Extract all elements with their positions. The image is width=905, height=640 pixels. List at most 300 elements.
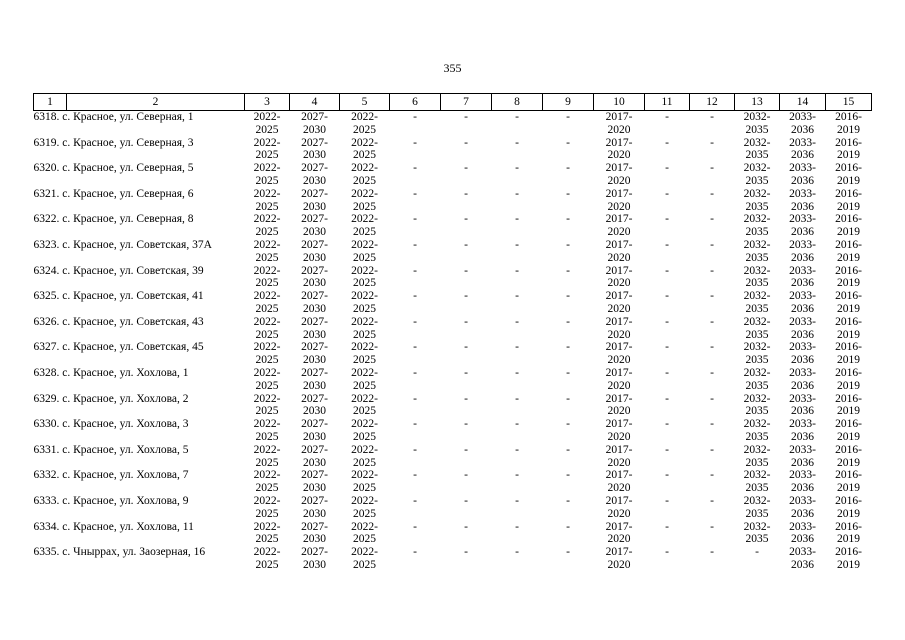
cell-c7 [441, 290, 492, 316]
cell-dash: - [710, 290, 714, 303]
cell-line: 2033- [789, 366, 816, 379]
cell-line: 2020 [607, 200, 631, 213]
table-row [34, 341, 872, 367]
cell-c10 [594, 213, 645, 239]
cell-line: 2017- [605, 494, 633, 507]
cell-dash: - [413, 162, 417, 175]
cell-c9 [543, 444, 594, 470]
cell-line: 2022- [351, 213, 378, 226]
cell-c6 [390, 111, 441, 137]
cell-line: 2032- [743, 341, 771, 354]
cell-c3 [245, 188, 290, 214]
cell-dash: - [413, 213, 417, 226]
row-number: 6320. [33, 162, 60, 175]
cell-c12 [690, 546, 735, 572]
cell-c15 [826, 546, 872, 572]
cell-c6 [390, 418, 441, 444]
cell-c14 [780, 418, 826, 444]
cell-line: 2022- [351, 315, 378, 328]
cell-c3 [245, 162, 290, 188]
cell-line: 2033- [789, 111, 816, 123]
cell-c4 [290, 290, 340, 316]
cell-dash: - [464, 443, 468, 456]
cell-line: 2022- [253, 520, 281, 533]
row-number-address-cell [34, 418, 245, 444]
cell-line: 2035 [745, 379, 769, 392]
cell-c7 [441, 341, 492, 367]
cell-line: 2035 [745, 174, 769, 187]
cell-c12 [690, 137, 735, 163]
cell-c15 [826, 290, 872, 316]
cell-line: 2016- [835, 136, 862, 149]
cell-dash: - [464, 418, 468, 431]
cell-line: 2030 [303, 328, 326, 341]
cell-c15 [826, 418, 872, 444]
cell-line: 2035 [745, 277, 769, 290]
cell-c7 [441, 495, 492, 521]
cell-dash: - [566, 213, 570, 226]
cell-line: 2027- [301, 238, 328, 251]
cell-line: 2036 [791, 558, 814, 571]
cell-line: 2025 [353, 277, 376, 290]
cell-dash: - [665, 290, 669, 303]
cell-line: 2030 [303, 379, 326, 392]
cell-c6 [390, 444, 441, 470]
cell-line: 2025 [255, 277, 279, 290]
cell-dash: - [665, 111, 669, 123]
cell-line: 2019 [837, 430, 860, 443]
cell-c3 [245, 495, 290, 521]
cell-c12 [690, 521, 735, 547]
cell-line: 2019 [837, 251, 860, 264]
cell-line: 2016- [835, 520, 862, 533]
cell-c14 [780, 162, 826, 188]
cell-line: 2025 [255, 174, 279, 187]
cell-line: 2025 [255, 302, 279, 315]
cell-line: 2025 [255, 456, 279, 469]
row-number-address-cell [34, 444, 245, 470]
cell-dash: - [515, 520, 519, 533]
cell-c12 [690, 162, 735, 188]
cell-c11 [645, 137, 690, 163]
cell-c13 [735, 188, 780, 214]
cell-line: 2030 [303, 533, 326, 546]
cell-line: 2036 [791, 456, 814, 469]
cell-c11 [645, 316, 690, 342]
cell-dash: - [566, 520, 570, 533]
cell-c6 [390, 290, 441, 316]
cell-c6 [390, 162, 441, 188]
column-header-3: 3 [245, 94, 290, 111]
cell-line: 2016- [835, 469, 862, 482]
cell-c4 [290, 444, 340, 470]
cell-c13 [735, 546, 780, 572]
cell-c4 [290, 188, 340, 214]
address: с. Красное, ул. Хохлова, 5 [62, 443, 189, 456]
cell-c14 [780, 137, 826, 163]
cell-line: 2033- [789, 213, 816, 226]
cell-line: 2025 [255, 507, 279, 520]
cell-dash: - [665, 392, 669, 405]
cell-c9 [543, 418, 594, 444]
cell-c8 [492, 418, 543, 444]
cell-line: 2027- [301, 443, 328, 456]
cell-dash: - [710, 238, 714, 251]
cell-c13 [735, 444, 780, 470]
cell-c3 [245, 290, 290, 316]
address: с. Красное, ул. Северная, 5 [62, 162, 194, 175]
register-table [33, 93, 872, 572]
row-number: 6323. [33, 238, 60, 251]
cell-c7 [441, 137, 492, 163]
cell-c6 [390, 137, 441, 163]
cell-c4 [290, 213, 340, 239]
cell-dash: - [665, 315, 669, 328]
cell-c13 [735, 469, 780, 495]
cell-line: 2032- [743, 111, 771, 123]
cell-line: 2033- [789, 443, 816, 456]
cell-c4 [290, 418, 340, 444]
row-number-address-cell [34, 316, 245, 342]
cell-line: 2020 [607, 328, 631, 341]
cell-line: 2025 [255, 430, 279, 443]
cell-c4 [290, 393, 340, 419]
cell-line: 2022- [253, 469, 281, 482]
table-row [34, 162, 872, 188]
column-header-6: 6 [390, 94, 441, 111]
cell-line: 2020 [607, 123, 631, 136]
address: с. Красное, ул. Хохлова, 1 [62, 366, 189, 379]
cell-c8 [492, 137, 543, 163]
cell-dash: - [665, 443, 669, 456]
cell-c6 [390, 188, 441, 214]
cell-c12 [690, 469, 735, 495]
cell-c11 [645, 469, 690, 495]
cell-line: 2019 [837, 507, 860, 520]
cell-line: 2020 [607, 430, 631, 443]
cell-c8 [492, 393, 543, 419]
cell-line: 2017- [605, 213, 633, 226]
cell-c6 [390, 239, 441, 265]
cell-line: 2025 [353, 405, 376, 418]
cell-c9 [543, 290, 594, 316]
cell-line: 2017- [605, 111, 633, 123]
cell-c5 [340, 239, 390, 265]
cell-line: 2025 [255, 251, 279, 264]
cell-line: 2027- [301, 315, 328, 328]
cell-c13 [735, 137, 780, 163]
cell-line: 2022- [253, 366, 281, 379]
cell-c11 [645, 111, 690, 137]
cell-line: 2036 [791, 200, 814, 213]
cell-dash: - [710, 392, 714, 405]
cell-line: 2025 [255, 200, 279, 213]
address: с. Красное, ул. Советская, 43 [62, 315, 204, 328]
cell-line: 2027- [301, 494, 328, 507]
cell-c10 [594, 341, 645, 367]
cell-c10 [594, 188, 645, 214]
cell-c6 [390, 265, 441, 291]
cell-c12 [690, 111, 735, 137]
cell-c8 [492, 239, 543, 265]
cell-dash: - [464, 162, 468, 175]
cell-c3 [245, 213, 290, 239]
row-number-address-cell [34, 495, 245, 521]
row-number: 6330. [33, 418, 60, 431]
cell-line: 2033- [789, 238, 816, 251]
row-number: 6331. [33, 443, 60, 456]
column-header-7: 7 [441, 94, 492, 111]
row-number: 6332. [33, 469, 60, 482]
cell-line: 2033- [789, 187, 816, 200]
cell-line: 2035 [745, 226, 769, 239]
cell-line: 2017- [605, 418, 633, 431]
cell-c9 [543, 265, 594, 291]
row-number: 6326. [33, 315, 60, 328]
cell-dash: - [710, 315, 714, 328]
cell-c6 [390, 521, 441, 547]
cell-c10 [594, 316, 645, 342]
cell-line: 2036 [791, 149, 814, 162]
cell-c4 [290, 239, 340, 265]
cell-dash: - [413, 341, 417, 354]
cell-dash: - [566, 315, 570, 328]
cell-c11 [645, 521, 690, 547]
cell-c4 [290, 495, 340, 521]
cell-c9 [543, 521, 594, 547]
cell-dash: - [413, 392, 417, 405]
cell-line: 2019 [837, 277, 860, 290]
column-header-13: 13 [735, 94, 780, 111]
cell-line: 2027- [301, 111, 328, 123]
column-header-11: 11 [645, 94, 690, 111]
cell-c10 [594, 469, 645, 495]
cell-line: 2025 [353, 558, 376, 571]
cell-dash: - [665, 469, 669, 482]
cell-line: 2022- [253, 187, 281, 200]
cell-c11 [645, 188, 690, 214]
cell-line: 2017- [605, 443, 633, 456]
cell-line: 2017- [605, 546, 633, 559]
cell-line: 2025 [255, 482, 279, 495]
cell-dash: - [413, 136, 417, 149]
address: с. Красное, ул. Хохлова, 2 [62, 392, 189, 405]
cell-c3 [245, 418, 290, 444]
cell-c6 [390, 367, 441, 393]
row-number-address-cell [34, 265, 245, 291]
cell-line: 2036 [791, 174, 814, 187]
cell-line: 2025 [255, 226, 279, 239]
cell-c5 [340, 111, 390, 137]
address: с. Красное, ул. Северная, 3 [62, 136, 194, 149]
cell-line: 2019 [837, 482, 860, 495]
cell-dash: - [413, 238, 417, 251]
row-number-address-cell [34, 521, 245, 547]
header-row [34, 94, 872, 111]
table-row [34, 213, 872, 239]
cell-line: 2032- [743, 443, 771, 456]
cell-c11 [645, 444, 690, 470]
cell-line: 2022- [253, 443, 281, 456]
cell-c7 [441, 444, 492, 470]
row-number: 6335. [33, 546, 60, 559]
cell-line: 2020 [607, 251, 631, 264]
cell-dash: - [515, 315, 519, 328]
cell-c15 [826, 341, 872, 367]
cell-line: 2032- [743, 162, 771, 175]
cell-line: 2033- [789, 418, 816, 431]
cell-line: 2025 [353, 200, 376, 213]
address: с. Красное, ул. Хохлова, 9 [62, 494, 189, 507]
cell-dash: - [566, 238, 570, 251]
cell-c8 [492, 495, 543, 521]
column-header-14: 14 [780, 94, 826, 111]
cell-c4 [290, 316, 340, 342]
cell-line: 2025 [255, 558, 279, 571]
cell-line: 2019 [837, 149, 860, 162]
cell-c12 [690, 367, 735, 393]
cell-line: 2033- [789, 162, 816, 175]
cell-c14 [780, 265, 826, 291]
cell-c10 [594, 239, 645, 265]
cell-dash: - [710, 546, 714, 559]
cell-dash: - [515, 494, 519, 507]
row-number: 6328. [33, 366, 60, 379]
cell-c7 [441, 316, 492, 342]
cell-dash: - [515, 213, 519, 226]
cell-line: 2035 [745, 507, 769, 520]
cell-c5 [340, 393, 390, 419]
cell-line: 2016- [835, 341, 862, 354]
cell-line: 2032- [743, 366, 771, 379]
cell-line: 2025 [255, 533, 279, 546]
cell-c6 [390, 316, 441, 342]
cell-line: 2033- [789, 520, 816, 533]
cell-line: 2035 [745, 200, 769, 213]
cell-c5 [340, 290, 390, 316]
cell-dash: - [665, 187, 669, 200]
cell-c5 [340, 367, 390, 393]
cell-line: 2020 [607, 507, 631, 520]
cell-line: 2036 [791, 328, 814, 341]
cell-c3 [245, 265, 290, 291]
cell-c11 [645, 213, 690, 239]
cell-line: 2020 [607, 482, 631, 495]
row-number-address-cell [34, 137, 245, 163]
cell-c8 [492, 290, 543, 316]
cell-line: 2025 [353, 226, 376, 239]
cell-line: 2022- [253, 136, 281, 149]
cell-c12 [690, 239, 735, 265]
cell-c11 [645, 265, 690, 291]
cell-c8 [492, 521, 543, 547]
cell-c10 [594, 162, 645, 188]
cell-c7 [441, 546, 492, 572]
cell-c11 [645, 290, 690, 316]
row-number: 6334. [33, 520, 60, 533]
cell-line: 2016- [835, 366, 862, 379]
cell-line: 2033- [789, 264, 816, 277]
cell-dash: - [464, 290, 468, 303]
cell-line: 2030 [303, 226, 326, 239]
cell-line: 2033- [789, 136, 816, 149]
cell-c15 [826, 162, 872, 188]
cell-c14 [780, 341, 826, 367]
cell-c5 [340, 546, 390, 572]
cell-line: 2022- [253, 494, 281, 507]
cell-dash: - [515, 162, 519, 175]
cell-line: 2022- [351, 162, 378, 175]
cell-line: 2030 [303, 200, 326, 213]
cell-line: 2036 [791, 277, 814, 290]
column-header-9: 9 [543, 94, 594, 111]
cell-dash: - [515, 392, 519, 405]
cell-c8 [492, 111, 543, 137]
cell-dash: - [464, 187, 468, 200]
cell-line: 2020 [607, 226, 631, 239]
cell-line: 2033- [789, 290, 816, 303]
cell-line: 2022- [351, 366, 378, 379]
cell-line: 2016- [835, 290, 862, 303]
cell-line: 2032- [743, 238, 771, 251]
cell-c9 [543, 188, 594, 214]
cell-dash: - [515, 443, 519, 456]
cell-line: 2027- [301, 187, 328, 200]
cell-line: 2020 [607, 174, 631, 187]
cell-c7 [441, 367, 492, 393]
cell-c9 [543, 316, 594, 342]
cell-line: 2036 [791, 226, 814, 239]
cell-line: 2022- [253, 111, 281, 123]
cell-c4 [290, 521, 340, 547]
cell-line: 2025 [255, 379, 279, 392]
cell-line: 2025 [353, 328, 376, 341]
cell-line: 2036 [791, 533, 814, 546]
cell-line: 2017- [605, 290, 633, 303]
cell-c13 [735, 213, 780, 239]
table-row [34, 469, 872, 495]
cell-dash: - [464, 213, 468, 226]
cell-dash: - [665, 341, 669, 354]
table-row [34, 137, 872, 163]
cell-c7 [441, 418, 492, 444]
cell-c13 [735, 393, 780, 419]
cell-line: 2027- [301, 136, 328, 149]
cell-dash: - [710, 213, 714, 226]
cell-c9 [543, 495, 594, 521]
cell-dash: - [464, 111, 468, 123]
cell-c12 [690, 495, 735, 521]
cell-c13 [735, 239, 780, 265]
cell-c6 [390, 393, 441, 419]
cell-dash: - [464, 136, 468, 149]
cell-line: 2019 [837, 354, 860, 367]
address: с. Красное, ул. Северная, 8 [62, 213, 194, 226]
cell-c9 [543, 393, 594, 419]
table-row [34, 444, 872, 470]
row-number-address-cell [34, 213, 245, 239]
cell-dash: - [515, 469, 519, 482]
cell-c12 [690, 188, 735, 214]
cell-line: 2020 [607, 149, 631, 162]
cell-dash: - [710, 418, 714, 431]
cell-line: 2033- [789, 341, 816, 354]
cell-line: 2025 [353, 354, 376, 367]
row-number: 6321. [33, 187, 60, 200]
cell-line: 2035 [745, 430, 769, 443]
address: с. Чнырраx, ул. Заозерная, 16 [62, 546, 206, 559]
cell-c13 [735, 111, 780, 137]
